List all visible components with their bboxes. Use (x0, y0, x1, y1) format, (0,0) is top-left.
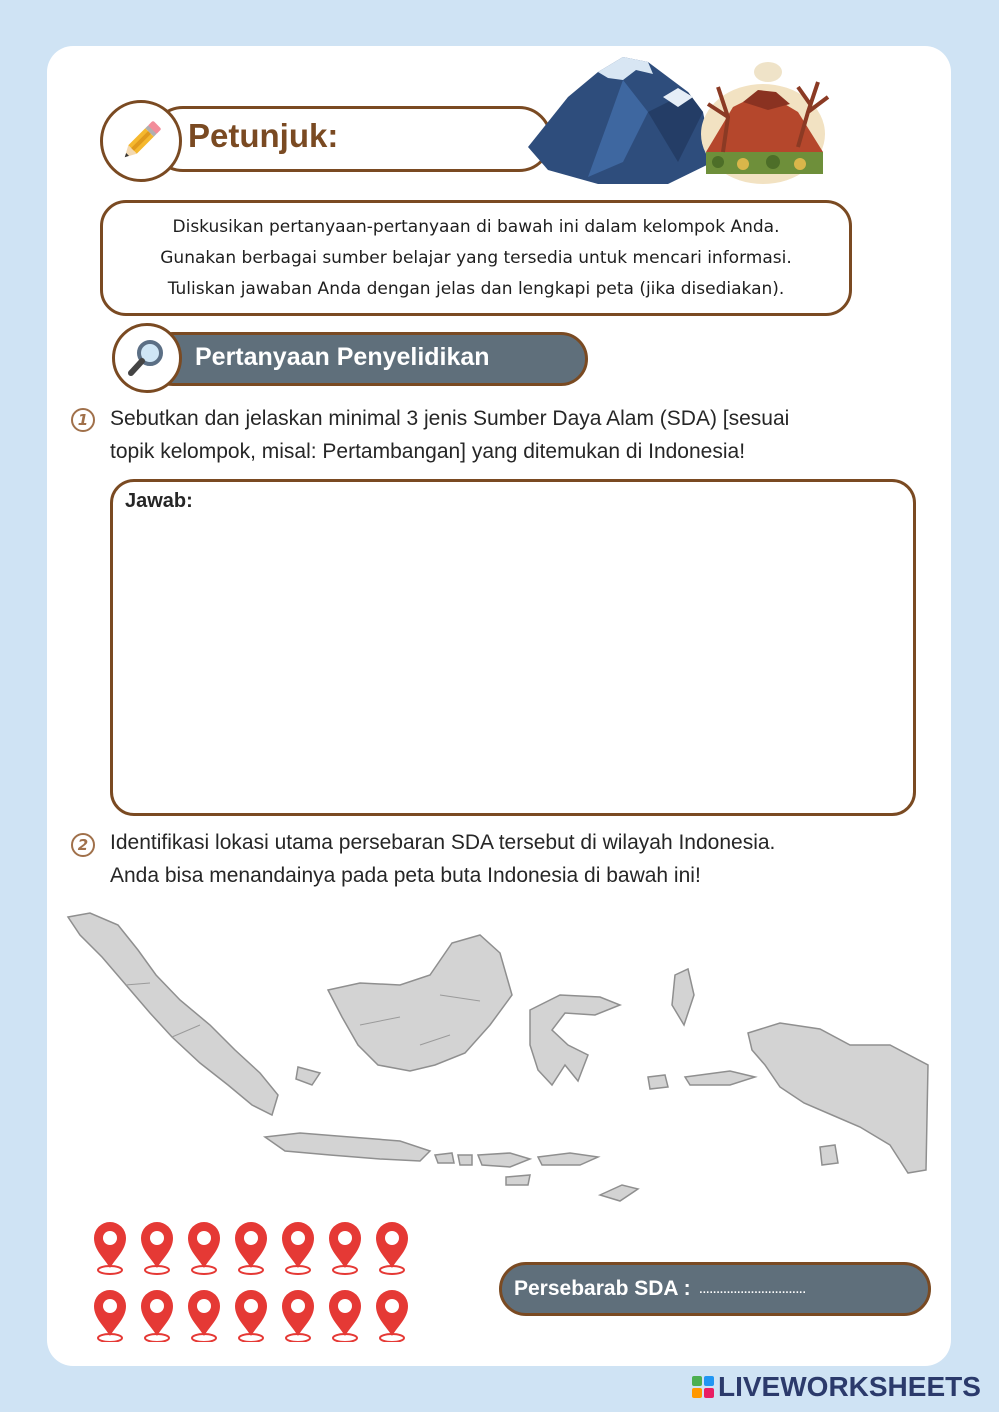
pin-row-bottom (94, 1290, 408, 1342)
section-title: Pertanyaan Penyelidikan (195, 343, 490, 371)
answer-textbox[interactable] (110, 479, 916, 816)
question-number-badge: 2 (71, 833, 95, 857)
indonesia-blank-map[interactable] (60, 905, 940, 1205)
instructions-title: Petunjuk: (188, 117, 339, 154)
map-island-sumbawa (478, 1153, 530, 1167)
question-line: Identifikasi lokasi utama persebaran SDA tersebut di wilayah Indonesia. (110, 831, 776, 854)
map-island-aru (820, 1145, 838, 1165)
brand-text: LIVEWORKSHEETS (718, 1371, 981, 1402)
location-pins (90, 1212, 420, 1342)
question-line: topik kelompok, misal: Pertambangan] yang ditemukan di Indonesia! (110, 440, 746, 463)
instructions-box (100, 200, 852, 316)
map-pin-icon[interactable] (376, 1290, 408, 1342)
instruction-line: Tuliskan jawaban Anda dengan jelas dan lengkapi peta (jika disediakan). (167, 278, 785, 299)
map-pin-icon[interactable] (235, 1222, 267, 1274)
map-island-kalimantan (328, 935, 512, 1071)
map-pin-icon[interactable] (141, 1290, 173, 1342)
map-pin-icon[interactable] (376, 1222, 408, 1274)
answer-label: Jawab: (125, 490, 193, 512)
question-line: Anda bisa menandainya pada peta buta Indonesia di bawah ini! (110, 864, 701, 887)
liveworksheets-logo-icon (692, 1376, 714, 1398)
magnifying-glass-icon (126, 337, 168, 379)
distribution-input[interactable]: ............................... (698, 1280, 806, 1297)
map-island-halmahera (672, 969, 694, 1025)
map-pin-icon[interactable] (188, 1222, 220, 1274)
map-island-sumatra (68, 913, 278, 1115)
pin-row-top (94, 1222, 408, 1274)
brand-logo (692, 1371, 981, 1403)
map-island-bali (435, 1153, 454, 1163)
map-pin-icon[interactable] (94, 1222, 126, 1274)
map-island-papua (748, 1023, 928, 1173)
map-island-lombok (458, 1155, 472, 1165)
mountain-volcano-illustration (528, 52, 838, 192)
question-1-text (110, 402, 789, 468)
question-2-text (110, 826, 775, 892)
map-pin-icon[interactable] (282, 1222, 314, 1274)
map-pin-icon[interactable] (141, 1222, 173, 1274)
distribution-field (499, 1262, 931, 1316)
distribution-label: Persebarab SDA : (514, 1277, 691, 1300)
map-pin-icon[interactable] (329, 1222, 361, 1274)
magnifier-badge (112, 323, 182, 393)
instruction-line: Gunakan berbagai sumber belajar yang tersedia untuk mencari informasi. (160, 247, 792, 268)
map-island-timor (600, 1185, 638, 1201)
pencil-badge (100, 100, 182, 182)
map-island-java (265, 1133, 430, 1161)
map-pin-icon[interactable] (188, 1290, 220, 1342)
pencil-icon (116, 116, 166, 166)
map-island-seram (685, 1071, 755, 1085)
question-line: Sebutkan dan jelaskan minimal 3 jenis Sumber Daya Alam (SDA) [sesuai (110, 407, 790, 430)
map-pin-icon[interactable] (282, 1290, 314, 1342)
map-island-buru (648, 1075, 668, 1089)
map-pin-icon[interactable] (329, 1290, 361, 1342)
map-pin-icon[interactable] (235, 1290, 267, 1342)
map-island-flores (538, 1153, 598, 1165)
instruction-line: Diskusikan pertanyaan-pertanyaan di bawah ini dalam kelompok Anda. (172, 216, 780, 237)
question-number-badge: 1 (71, 408, 95, 432)
map-pin-icon[interactable] (94, 1290, 126, 1342)
map-island-sulawesi (530, 995, 620, 1085)
map-island-sumba (506, 1175, 530, 1185)
map-island-bangka (296, 1067, 320, 1085)
